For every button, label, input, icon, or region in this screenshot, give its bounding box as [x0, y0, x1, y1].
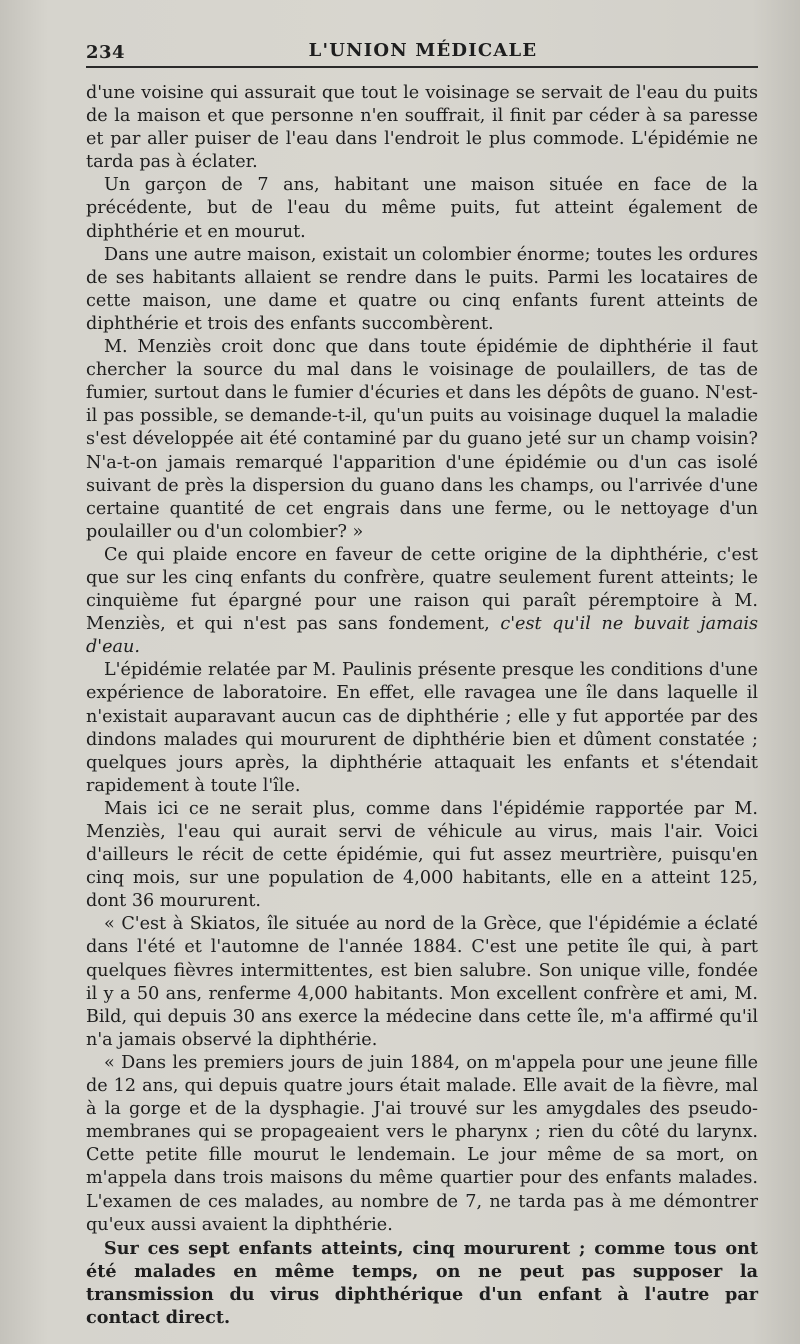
paragraph-5-italic: c'est qu'il ne buvait jamais d'eau. [86, 614, 758, 658]
paragraph-4: M. Menziès croit donc que dans toute épidémie de diphthérie il faut chercher la source du mal dans le voisinage de poulaillers, de tas de fumier, surtout dans le fumier d'écuries et dans les dépôts de guano. N'est-il pas possible, se demande-t-il, qu'un puits au voisinage duquel la maladie s'est développée ait été contaminé par du guano jeté sur un champ voisin? N'a-t-on jamais remarqué l'apparition d'une épidémie ou d'un cas isolé suivant de près la dispersion du guano dans les champs, ou l'arrivée d'une certaine quantité de cet engrais dans une ferme, ou le nettoyage d'un poulailler ou d'un colombier? » [86, 337, 758, 542]
paragraph-3: Dans une autre maison, existait un colombier énorme; toutes les ordures de ses habitants allaient se rendre dans le puits. Parmi les locataires de cette maison, une dame et quatre ou cinq enfants furent atteints de diphthérie et trois des enfants succombèrent. [86, 244, 758, 334]
paragraph-6: L'épidémie relatée par M. Paulinis présente presque les conditions d'une expérience de laboratoire. En effet, elle ravagea une île dans laquelle il n'existait auparavant aucun cas de diphthérie ; elle y fut apportée par des dindons malades qui moururent de diphthérie bien et dûment constatée ; quelques jours après, la diphthérie attaquait les enfants et s'étendait rapidement à toute l'île. [86, 660, 758, 796]
paragraph-8: « C'est à Skiatos, île située au nord de la Grèce, que l'épidémie a éclaté dans l'été et l'automne de l'année 1884. C'est une petite île qui, à part quelques fièvres intermittentes, est bien salubre. Son unique ville, fondée il y a 50 ans, renferme 4,000 habitants. Mon excellent confrère et ami, M. Bild, qui depuis 30 ans exerce la médecine dans cette île, m'a affirmé qu'il n'a jamais observé la diphthérie. [86, 914, 758, 1050]
paragraph-2: Un garçon de 7 ans, habitant une maison située en face de la précédente, but de l'eau du même puits, fut atteint également de diphthérie et en mourut. [86, 175, 758, 242]
paragraph-1: d'une voisine qui assurait que tout le voisinage se servait de l'eau du puits de la maison et que personne n'en souffrait, il finit par céder à sa paresse et par aller puiser de l'eau dans l'endroit le plus commode. L'épidémie ne tarda pas à éclater. [86, 83, 758, 173]
page-number: 234 [86, 42, 126, 63]
paragraph-9: « Dans les premiers jours de juin 1884, on m'appela pour une jeune fille de 12 ans, qui depuis quatre jours était malade. Elle avait de la fièvre, mal à la gorge et de la dysphagie. J'ai trouvé sur les amygdales des pseudo-membranes qui se propageaient vers le pharynx ; rien du côté du larynx. Cette petite fille mourut le lendemain. Le jour même de sa mort, on m'appela dans trois maisons du même quartier pour des enfants malades. L'examen de ces malades, au nombre de 7, ne tarda pas à me démontrer qu'eux aussi avaient la diphthérie. [86, 1052, 758, 1235]
running-title: L'UNION MÉDICALE [308, 40, 538, 61]
article-body [86, 82, 758, 1329]
header-rule [86, 66, 758, 68]
paragraph-7: Mais ici ce ne serait plus, comme dans l'épidémie rapportée par M. Menziès, l'eau qui aurait servi de véhicule au virus, mais l'air. Voici d'ailleurs le récit de cette épidémie, qui fut assez meurtrière, puisqu'en cinq mois, sur une population de 4,000 habitants, elle en a atteint 125, dont 36 moururent. [86, 798, 758, 912]
paragraph-5 [86, 544, 758, 659]
paragraph-10: Sur ces sept enfants atteints, cinq moururent ; comme tous ont été malades en même temps, on ne peut pas supposer la transmission du virus diphthérique d'un enfant à l'autre par contact direct. [86, 1237, 758, 1328]
paragraph-5-text: Ce qui plaide encore en faveur de cette origine de la diphthérie, c'est que sur les cinq enfants du confrère, quatre seulement furent atteints; le cinquième fut épargné pour une raison qui paraît péremptoire à M. Menziès, et qui n'est pas sans fondement, [86, 544, 758, 635]
page-header [86, 30, 760, 64]
